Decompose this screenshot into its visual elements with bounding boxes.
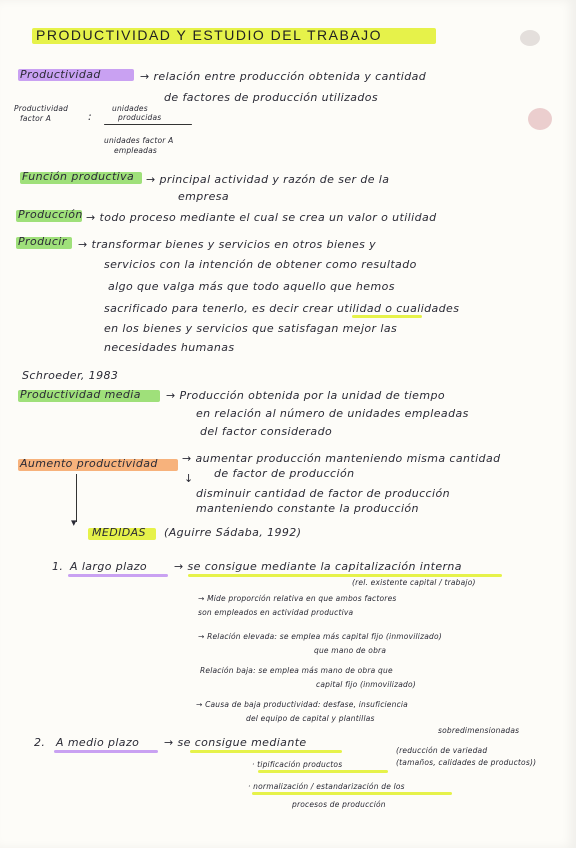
definition-line: de factor de producción (214, 467, 355, 480)
underline-highlight (258, 770, 388, 773)
formula-denominator: empleadas (114, 146, 158, 155)
reference-author: (Aguirre Sádaba, 1992) (164, 526, 302, 539)
term-largo-plazo: A largo plazo (70, 560, 148, 573)
underline-highlight (68, 574, 168, 577)
definition-line: necesidades humanas (104, 341, 235, 354)
bullet-line: del equipo de capital y plantillas (246, 714, 375, 723)
definition-line: en los bienes y servicios que satisfagan mejor las (104, 322, 398, 335)
definition-line: manteniendo constante la producción (196, 502, 419, 515)
definition-line: algo que valga más que todo aquello que hemos (108, 280, 395, 293)
formula-left: factor A (20, 114, 52, 123)
definition-line: → aumentar producción manteniendo misma cantidad (182, 452, 501, 465)
formula-left: Productividad (14, 104, 69, 113)
bullet-line: que mano de obra (314, 646, 387, 655)
bullet-line: capital fijo (inmovilizado) (316, 680, 416, 689)
down-arrow-head: ▾ (71, 516, 77, 529)
formula-equals: : (88, 110, 93, 123)
definition-line: → todo proceso mediante el cual se crea un valor o utilidad (86, 211, 437, 224)
section-medidas: MEDIDAS (92, 526, 146, 539)
down-arrow-line (76, 474, 77, 522)
term-funcion-productiva: Función productiva (22, 170, 135, 183)
list-number: 1. (52, 560, 64, 573)
page-title: PRODUCTIVIDAD Y ESTUDIO DEL TRABAJO (36, 27, 383, 43)
bullet-line: (reducción de variedad (396, 746, 488, 755)
term-medio-plazo: A medio plazo (56, 736, 140, 749)
fraction-line (104, 124, 192, 125)
bullet-line: son empleados en actividad productiva (198, 608, 354, 617)
bullet-line: procesos de producción (292, 800, 386, 809)
bullet-line: Relación baja: se emplea más mano de obra que (200, 666, 393, 675)
bullet-line: sobredimensionadas (438, 726, 520, 735)
definition-line: → principal actividad y razón de ser de la (146, 173, 390, 186)
term-productividad-media: Productividad media (20, 388, 141, 401)
bullet-line: (tamaños, calidades de productos)) (396, 758, 537, 767)
term-producir: Producir (18, 235, 67, 248)
definition-line: → se consigue mediante la capitalización interna (174, 560, 462, 573)
formula-numerator: producidas (118, 113, 162, 122)
definition-line: → transformar bienes y servicios en otros bienes y (78, 238, 377, 251)
bullet-line: · tipificación productos (252, 760, 343, 769)
formula-numerator: unidades (112, 104, 148, 113)
definition-line: disminuir cantidad de factor de producción (196, 487, 450, 500)
list-number: 2. (34, 736, 46, 749)
bullet-line: → Mide proporción relativa en que ambos factores (198, 594, 397, 603)
paper-stain (528, 108, 552, 130)
definition-line: (rel. existente capital / trabajo) (352, 578, 476, 587)
definition-line: del factor considerado (200, 425, 333, 438)
bullet-line: · normalización / estandarización de los (248, 782, 405, 791)
branch-arrow: ↓ (184, 472, 194, 485)
definition-line: en relación al número de unidades empleadas (196, 407, 469, 420)
definition-line: de factores de producción utilizados (164, 91, 379, 104)
term-produccion: Producción (18, 208, 83, 221)
definition-line: empresa (178, 190, 230, 203)
term-aumento-productividad: Aumento productividad (20, 457, 158, 470)
underline-highlight (252, 792, 452, 795)
paper-stain (520, 30, 540, 46)
formula-denominator: unidades factor A (104, 136, 174, 145)
underline-highlight (352, 315, 422, 318)
term-productividad: Productividad (20, 68, 101, 81)
underline-highlight (54, 750, 158, 753)
definition-line: → se consigue mediante (164, 736, 307, 749)
underline-highlight (188, 574, 502, 577)
definition-line: sacrificado para tenerlo, es decir crear utilidad o cualidades (104, 302, 460, 315)
reference-author: Schroeder, 1983 (22, 369, 119, 382)
definition-line: servicios con la intención de obtener como resultado (104, 258, 417, 271)
bullet-line: → Relación elevada: se emplea más capital fijo (inmovilizado) (198, 632, 442, 641)
underline-highlight (190, 750, 342, 753)
definition-line: → Producción obtenida por la unidad de tiempo (166, 389, 445, 402)
definition-line: → relación entre producción obtenida y cantidad (140, 70, 427, 83)
bullet-line: → Causa de baja productividad: desfase, insuficiencia (196, 700, 408, 709)
